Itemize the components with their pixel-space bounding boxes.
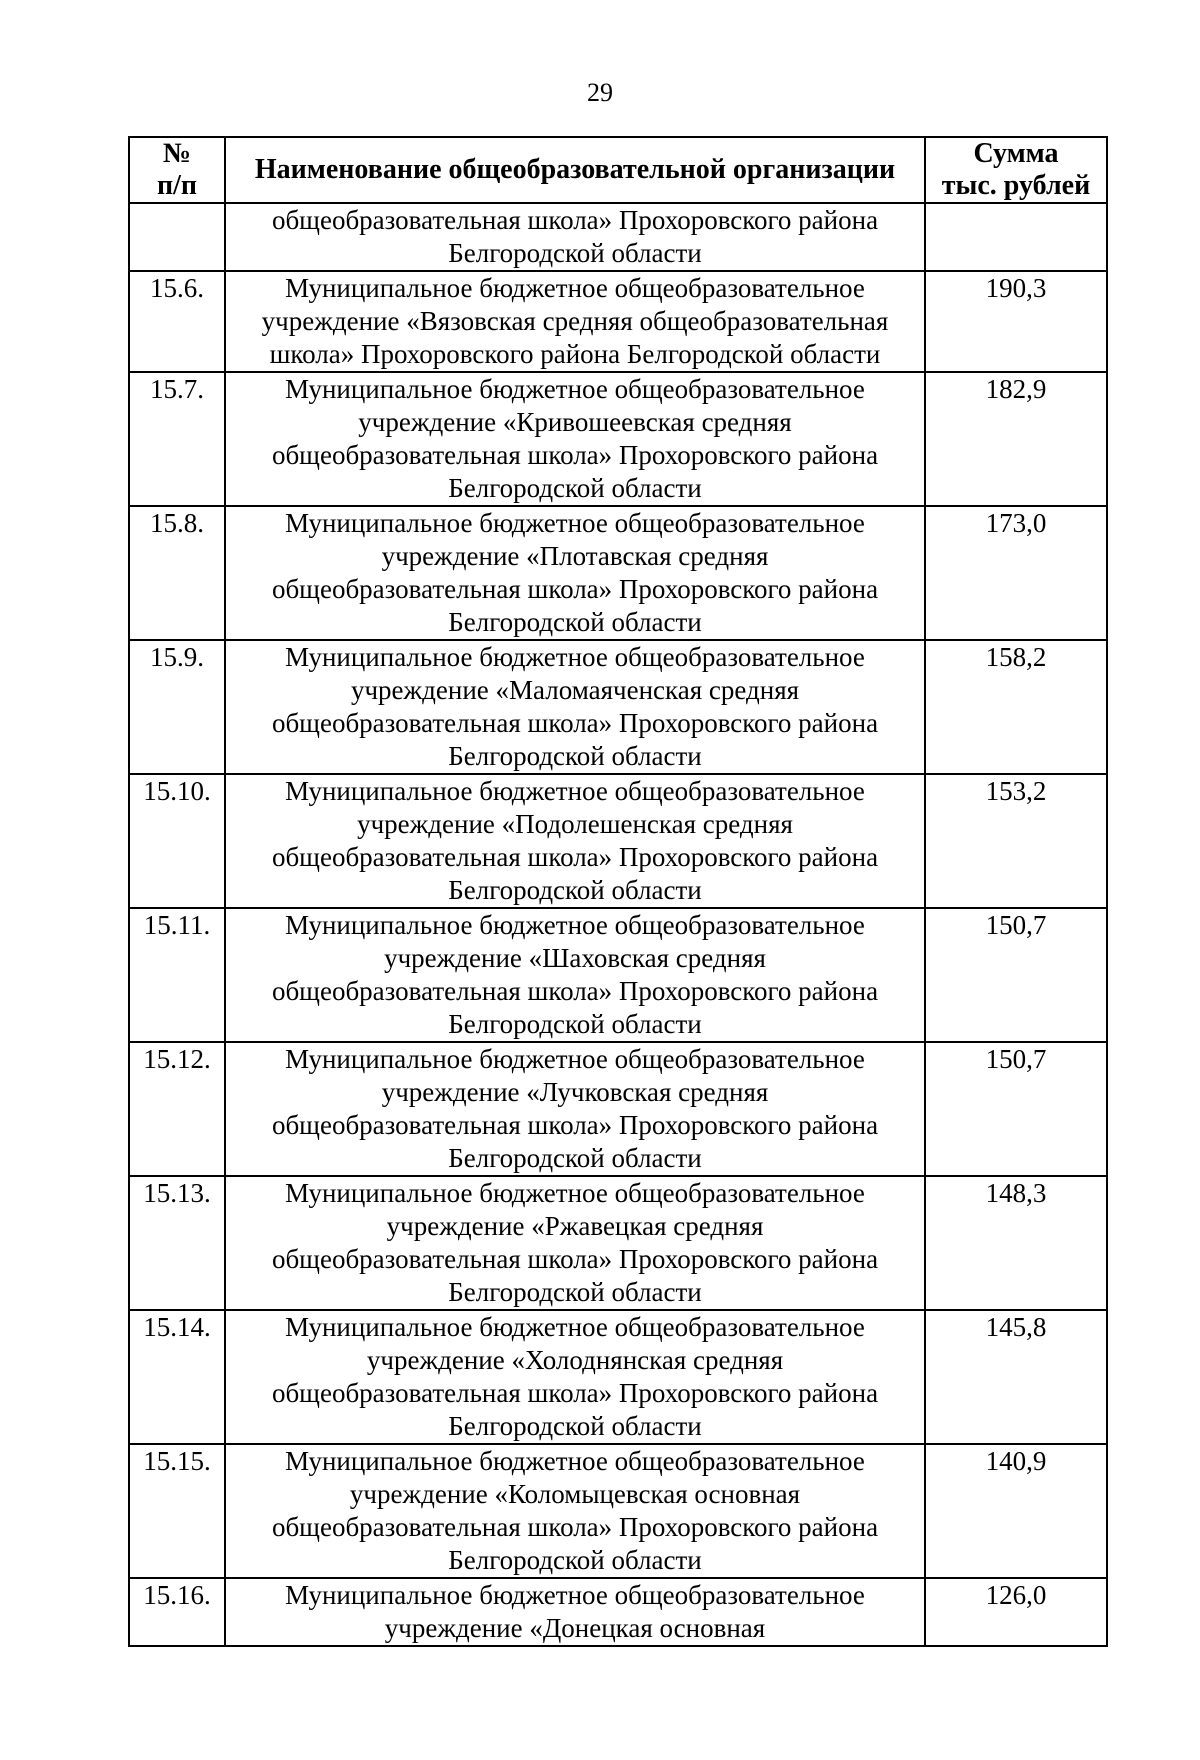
organization-name-line: общеобразовательная школа» Прохоровского района (271, 842, 879, 872)
row-number: 15.10. (129, 774, 225, 908)
organization-name-line: Белгородской области (448, 607, 702, 637)
organization-name-line: Муниципальное бюджетное общеобразовательное (285, 1178, 865, 1208)
organization-name (225, 506, 925, 640)
organization-name (225, 1578, 925, 1646)
organization-name-line: учреждение «Лучковская средняя (381, 1077, 769, 1107)
organization-name-line: Белгородской области (448, 741, 702, 771)
organization-name-line: учреждение «Плотавская средняя (381, 541, 769, 571)
row-number: 15.15. (129, 1444, 225, 1578)
organization-name-line: учреждение «Маломаяченская средняя (350, 675, 800, 705)
organization-name-line: общеобразовательная школа» Прохоровского района (271, 708, 879, 738)
header-number (129, 137, 225, 203)
table-row (129, 1578, 1107, 1646)
table-row (129, 1176, 1107, 1310)
organization-name-line: Белгородской области (448, 238, 702, 268)
organization-name-line: Муниципальное бюджетное общеобразовательное (285, 374, 865, 404)
organization-name-line: Муниципальное бюджетное общеобразовательное (285, 1580, 865, 1610)
header-number-line1: № (162, 138, 192, 169)
table-row (129, 640, 1107, 774)
organization-name-line: Белгородской области (448, 875, 702, 905)
organization-name (225, 271, 925, 372)
organization-name-line: учреждение «Вязовская средняя общеобразовательная (261, 306, 889, 336)
header-sum-line1: Сумма (973, 138, 1059, 169)
sum-value: 173,0 (925, 506, 1107, 640)
organization-name-line: Белгородской области (448, 473, 702, 503)
organization-name-line: Муниципальное бюджетное общеобразовательное (285, 776, 865, 806)
sum-value: 190,3 (925, 271, 1107, 372)
organization-name-line: учреждение «Кривошеевская средняя (358, 407, 792, 437)
table-row (129, 1310, 1107, 1444)
table-row (129, 203, 1107, 271)
table-row (129, 372, 1107, 506)
table-row (129, 506, 1107, 640)
table-row (129, 774, 1107, 908)
table-body (129, 203, 1107, 1646)
table-row (129, 271, 1107, 372)
organization-name-line: учреждение «Шаховская средняя (384, 943, 766, 973)
organization-name-line: Муниципальное бюджетное общеобразовательное (285, 1446, 865, 1476)
table-header (129, 137, 1107, 203)
organization-name-line: общеобразовательная школа» Прохоровского района (271, 574, 879, 604)
row-number (129, 203, 225, 271)
sum-value: 145,8 (925, 1310, 1107, 1444)
header-number-line2: п/п (156, 170, 198, 201)
organization-name-line: общеобразовательная школа» Прохоровского района (271, 1378, 879, 1408)
sum-value: 153,2 (925, 774, 1107, 908)
organization-name-line: Белгородской области (448, 1411, 702, 1441)
organization-name-line: общеобразовательная школа» Прохоровского района (271, 1244, 879, 1274)
organization-name-line: Муниципальное бюджетное общеобразовательное (285, 642, 865, 672)
organization-name-line: Белгородской области (448, 1545, 702, 1575)
organization-name-line: учреждение «Ржавецкая средняя (386, 1211, 764, 1241)
sum-value: 158,2 (925, 640, 1107, 774)
organization-name-line: Муниципальное бюджетное общеобразовательное (285, 508, 865, 538)
organization-name-line: Муниципальное бюджетное общеобразовательное (285, 273, 865, 303)
organization-name-line: учреждение «Холоднянская средняя (366, 1345, 784, 1375)
organization-name-line: Муниципальное бюджетное общеобразовательное (285, 910, 865, 940)
organization-name-line: учреждение «Коломыцевская основная (349, 1479, 801, 1509)
row-number: 15.12. (129, 1042, 225, 1176)
organization-name-line: учреждение «Донецкая основная (384, 1613, 766, 1643)
row-number: 15.7. (129, 372, 225, 506)
schools-table (128, 136, 1108, 1647)
row-number: 15.8. (129, 506, 225, 640)
organization-name-line: общеобразовательная школа» Прохоровского района (271, 440, 879, 470)
organization-name-line: школа» Прохоровского района Белгородской области (269, 339, 881, 369)
organization-name-line: Муниципальное бюджетное общеобразовательное (285, 1312, 865, 1342)
organization-name-line: общеобразовательная школа» Прохоровского района (271, 205, 879, 235)
header-organization-name: Наименование общеобразовательной организации (225, 137, 925, 203)
organization-name (225, 203, 925, 271)
row-number: 15.6. (129, 271, 225, 372)
organization-name-line: Белгородской области (448, 1009, 702, 1039)
row-number: 15.11. (129, 908, 225, 1042)
row-number: 15.13. (129, 1176, 225, 1310)
page-number: 29 (587, 78, 613, 107)
row-number: 15.9. (129, 640, 225, 774)
organization-name-line: общеобразовательная школа» Прохоровского района (271, 1512, 879, 1542)
table-row (129, 1444, 1107, 1578)
row-number: 15.16. (129, 1578, 225, 1646)
organization-name (225, 1042, 925, 1176)
organization-name-line: общеобразовательная школа» Прохоровского района (271, 976, 879, 1006)
organization-name (225, 372, 925, 506)
organization-name (225, 640, 925, 774)
organization-name-line: общеобразовательная школа» Прохоровского района (271, 1110, 879, 1140)
organization-name (225, 1310, 925, 1444)
table-row (129, 1042, 1107, 1176)
organization-name-line: Муниципальное бюджетное общеобразовательное (285, 1044, 865, 1074)
table-row (129, 908, 1107, 1042)
header-sum (925, 137, 1107, 203)
organization-name (225, 1444, 925, 1578)
header-sum-line2: тыс. рублей (941, 170, 1091, 201)
sum-value (925, 203, 1107, 271)
header-row (129, 137, 1107, 203)
sum-value: 182,9 (925, 372, 1107, 506)
organization-name (225, 774, 925, 908)
organization-name-line: учреждение «Подолешенская средняя (357, 809, 793, 839)
sum-value: 126,0 (925, 1578, 1107, 1646)
organization-name-line: Белгородской области (448, 1143, 702, 1173)
sum-value: 140,9 (925, 1444, 1107, 1578)
organization-name (225, 908, 925, 1042)
sum-value: 148,3 (925, 1176, 1107, 1310)
sum-value: 150,7 (925, 908, 1107, 1042)
organization-name (225, 1176, 925, 1310)
row-number: 15.14. (129, 1310, 225, 1444)
sum-value: 150,7 (925, 1042, 1107, 1176)
organization-name-line: Белгородской области (448, 1277, 702, 1307)
